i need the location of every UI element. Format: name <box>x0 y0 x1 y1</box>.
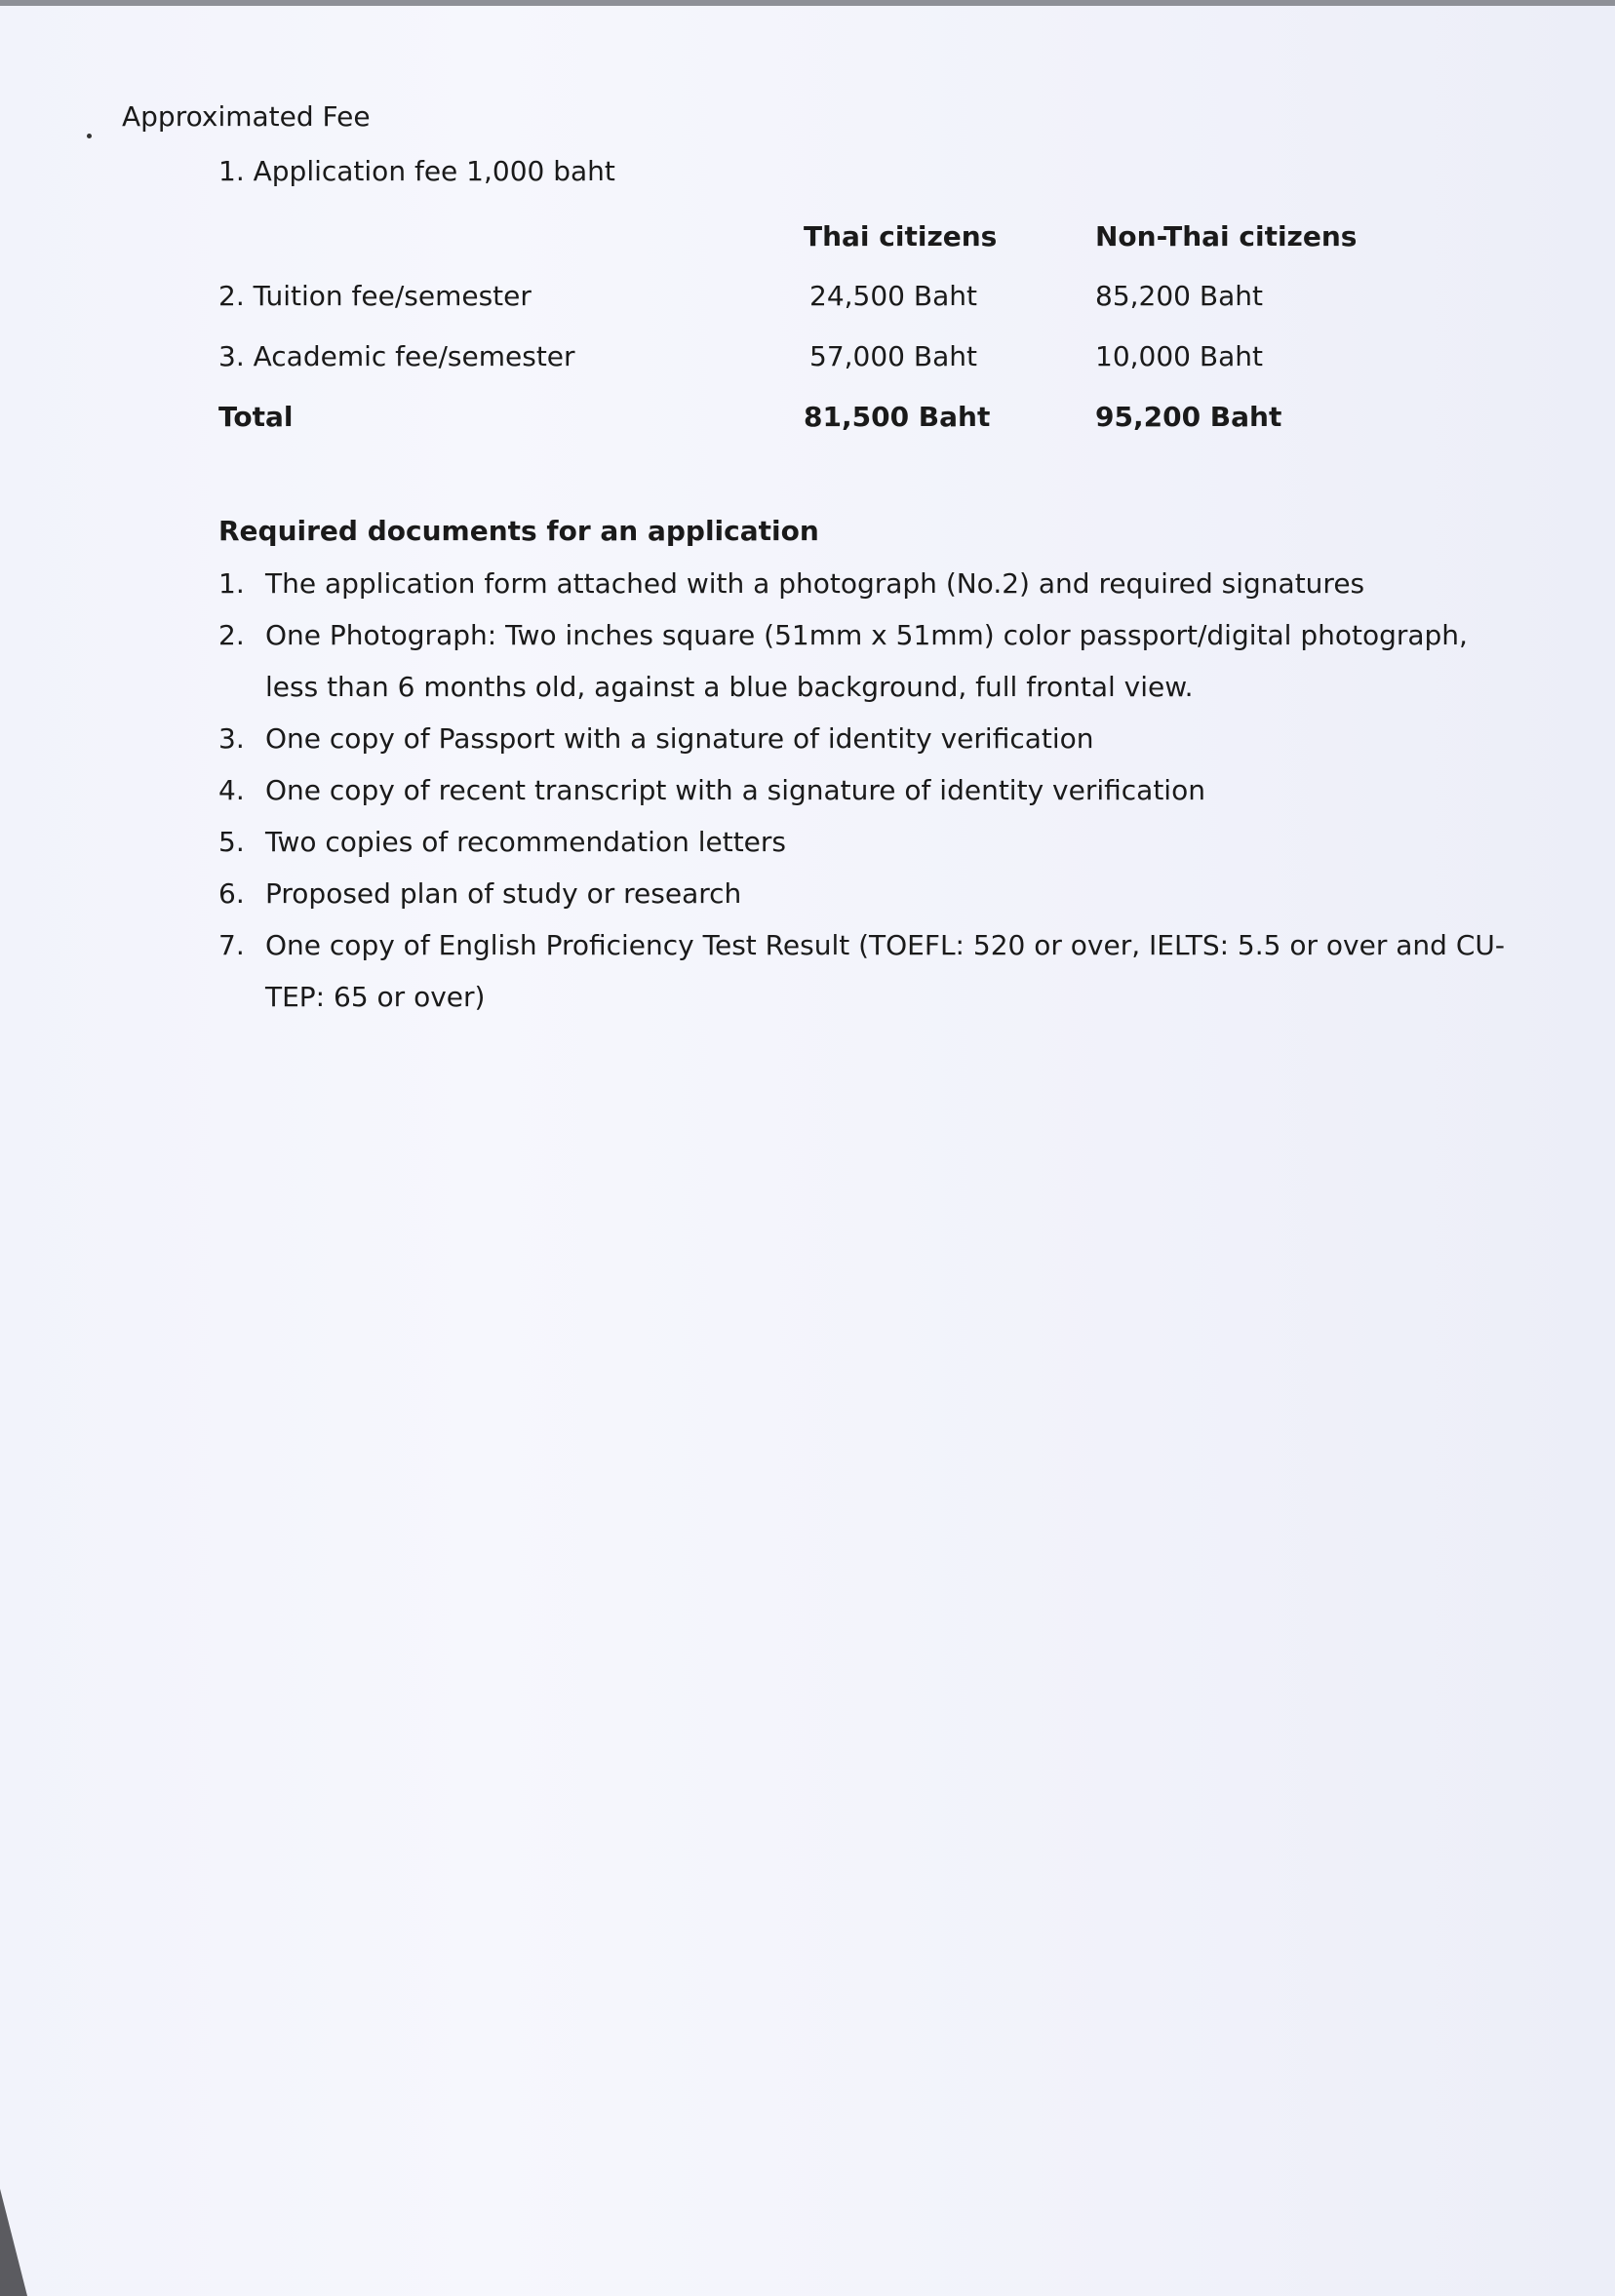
page-corner-fold <box>0 2189 27 2296</box>
fee-heading: Approximated Fee <box>122 100 371 133</box>
list-item <box>218 713 1486 764</box>
total-label: Total <box>218 401 294 433</box>
list-item-text: One copy of English Proficiency Test Result (TOEFL: 520 or over, IELTS: 5.5 or over and CU-TEP: 65 or over) <box>265 929 1505 1013</box>
list-item <box>218 868 1486 919</box>
document-page <box>0 6 1615 2296</box>
list-item <box>218 609 1486 713</box>
list-item <box>218 764 1486 816</box>
list-item-number: 5. <box>218 826 245 858</box>
list-item-number: 4. <box>218 774 245 806</box>
column-header-non-thai: Non-Thai citizens <box>1095 220 1358 253</box>
fee-row-thai-amount: 57,000 Baht <box>809 340 977 372</box>
fee-row-thai-amount: 24,500 Baht <box>809 280 977 312</box>
total-thai-amount: 81,500 Baht <box>804 401 991 433</box>
list-item-number: 7. <box>218 929 245 961</box>
column-header-thai: Thai citizens <box>804 220 998 253</box>
list-item-number: 2. <box>218 619 245 651</box>
list-item-text: Two copies of recommendation letters <box>265 826 787 858</box>
total-non-thai-amount: 95,200 Baht <box>1095 401 1282 433</box>
list-item-number: 6. <box>218 877 245 910</box>
list-item <box>218 919 1505 1023</box>
list-item-text: One copy of recent transcript with a signature of identity verification <box>265 774 1205 806</box>
application-fee-line: 1. Application fee 1,000 baht <box>218 155 615 187</box>
fee-row-label: 3. Academic fee/semester <box>218 340 575 372</box>
list-item-text: Proposed plan of study or research <box>265 877 742 910</box>
list-item-number: 3. <box>218 722 245 755</box>
list-item-number: 1. <box>218 567 245 600</box>
fee-row-non-thai-amount: 10,000 Baht <box>1095 340 1263 372</box>
scan-speck <box>87 134 92 138</box>
documents-heading: Required documents for an application <box>218 515 819 547</box>
list-item-text: One copy of Passport with a signature of identity verification <box>265 722 1094 755</box>
list-item <box>218 816 1486 868</box>
list-item-text: One Photograph: Two inches square (51mm x 51mm) color passport/digital photograph, less than 6 months old, against a blue background, full frontal view. <box>265 619 1468 703</box>
fee-row-label: 2. Tuition fee/semester <box>218 280 532 312</box>
list-item <box>218 558 1486 609</box>
list-item-text: The application form attached with a photograph (No.2) and required signatures <box>265 567 1365 600</box>
fee-row-non-thai-amount: 85,200 Baht <box>1095 280 1263 312</box>
